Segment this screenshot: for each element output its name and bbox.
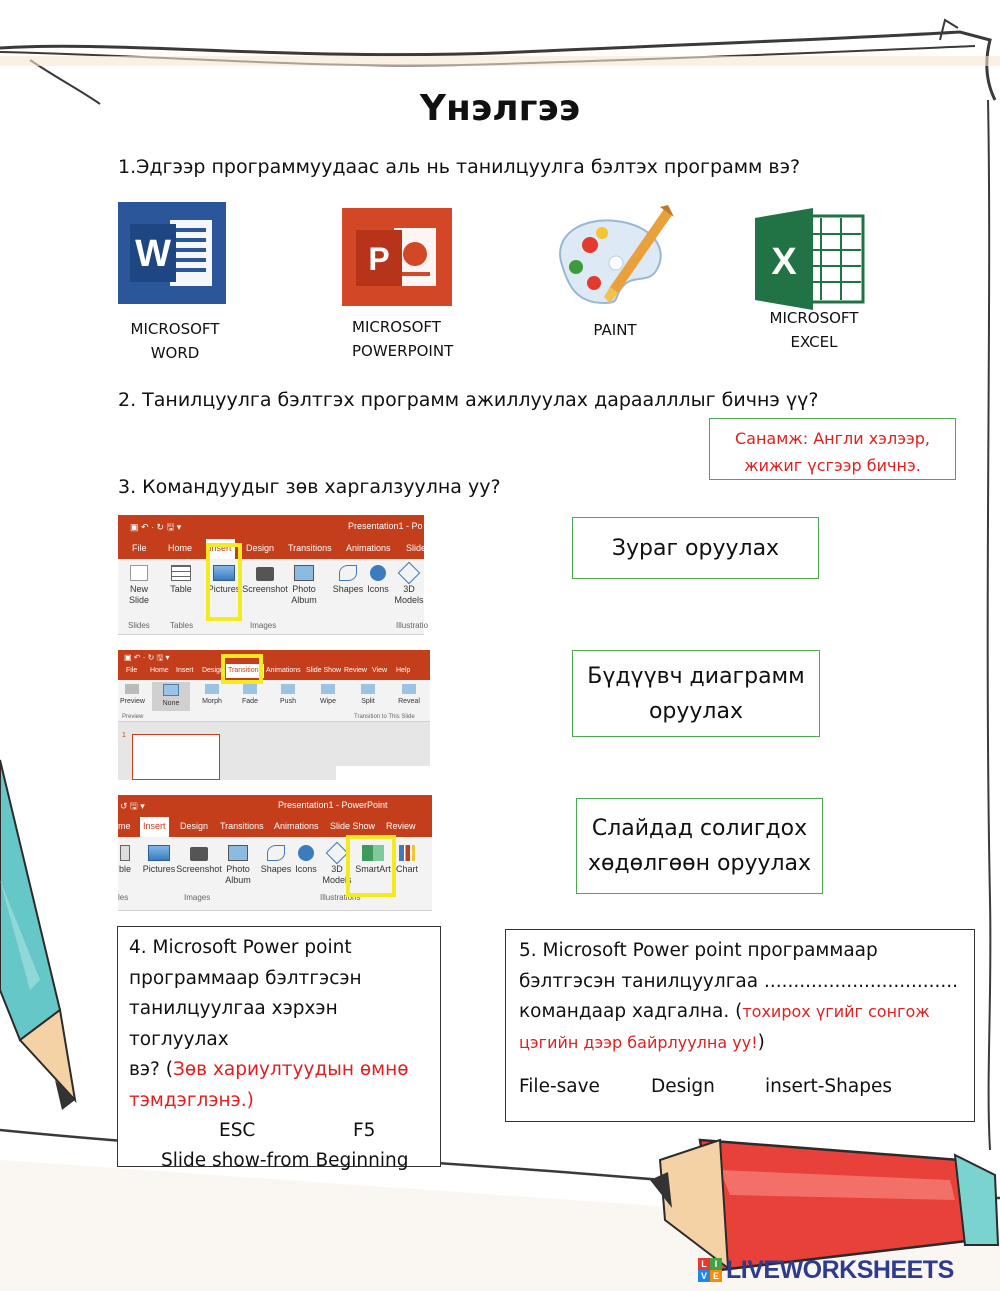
hint-note-line1: Санамж: Англи хэлээр, [734, 429, 930, 448]
transition-split[interactable]: Split [354, 684, 382, 707]
screenshot2-titlebar: ▣ ↶ · ↻ 🖫 ▾ [118, 650, 430, 664]
screenshot1-titlebar: ▣ ↶ · ↻ 🖫 ▾ Presentation1 - Po [118, 515, 424, 537]
shapes-button[interactable]: Shapes [332, 565, 364, 595]
screenshot-insert-pictures[interactable] [118, 515, 429, 635]
transition-fade[interactable]: Fade [236, 684, 264, 707]
group-transition-to-slide: Transition to This Slide [354, 714, 415, 720]
option-file-save[interactable]: File-save [519, 1076, 600, 1097]
shapes-button[interactable]: Shapes [260, 845, 292, 875]
group-images: Images [250, 621, 277, 630]
group-preview: Preview [122, 714, 144, 720]
hint-note-box [709, 418, 956, 480]
new-slide-button[interactable]: New Slide [124, 565, 154, 606]
tab-home[interactable]: Home [168, 543, 193, 553]
q4-line2: программаар бэлтгэсэн [129, 967, 362, 989]
screenshot-transitions[interactable] [118, 650, 430, 780]
tab-animations[interactable]: Animations [274, 821, 319, 831]
tab-insert[interactable]: Insert [140, 817, 169, 837]
transition-none[interactable]: None [152, 682, 190, 711]
slide-thumbnail[interactable] [132, 734, 220, 780]
svg-text:P: P [368, 241, 390, 277]
tab-file[interactable]: File [132, 543, 147, 553]
q5-line3-prefix: командаар хадгална. ( [519, 1001, 743, 1022]
table-button[interactable]: Table [166, 565, 196, 595]
tab-home[interactable]: Home [150, 667, 169, 674]
word-icon[interactable] [118, 202, 226, 304]
screenshot-insert-smartart[interactable] [118, 795, 432, 911]
tab-slideshow[interactable]: Slide Show [306, 667, 342, 674]
tab-review[interactable]: Review [386, 821, 416, 831]
photo-album-button[interactable]: Photo Album [222, 845, 254, 886]
tab-slideshow[interactable]: Slide Show [330, 821, 376, 831]
tab-review[interactable]: Review [344, 667, 367, 674]
tab-design[interactable]: Design [202, 667, 224, 674]
svg-text:X: X [771, 241, 797, 283]
match-answer-insert-picture[interactable]: Зураг оруулах [572, 517, 819, 579]
q5-instruction-end: цэгийн дээр байрлуулна уу! [519, 1032, 758, 1052]
tab-animations[interactable]: Animations [266, 667, 301, 674]
screenshot2-ribbon [118, 680, 430, 722]
q4-line3: танилцуулгаа хэрхэн тоглуулах [129, 998, 338, 1050]
tab-help[interactable]: Help [396, 667, 411, 674]
question-5-box [505, 929, 975, 1122]
tab-design[interactable]: Design [246, 543, 275, 553]
excel-icon[interactable] [755, 208, 865, 310]
liveworksheets-watermark[interactable] [698, 1256, 996, 1286]
match-answer-insert-smartart[interactable]: Бүдүүвч диаграмм оруулах [572, 650, 820, 737]
powerpoint-label: MICROSOFT POWERPOINT [352, 318, 454, 360]
tab-animations[interactable]: Animations [346, 543, 391, 553]
icons-button[interactable]: Icons [364, 565, 392, 595]
powerpoint-icon[interactable] [342, 208, 452, 306]
q4-line4-prefix: вэ? ( [129, 1059, 173, 1080]
paint-label: PAINT [593, 321, 637, 339]
tab-slideshow[interactable]: Slide [406, 543, 427, 553]
q5-line4-suffix: ) [757, 1031, 765, 1053]
highlight-smartart [346, 835, 396, 897]
tab-file[interactable]: File [126, 667, 138, 674]
option-slideshow-from-beginning[interactable]: Slide show-from Beginning [161, 1150, 409, 1171]
group-tables: Tables [170, 621, 194, 630]
screenshot2-tabs [118, 664, 430, 680]
transition-reveal[interactable]: Reveal [394, 684, 424, 707]
group-illustrations: Illustrations [320, 893, 361, 902]
tab-transitions[interactable]: Transitions [226, 664, 264, 678]
screenshot-button[interactable]: Screenshot [176, 845, 222, 875]
q5-instruction: тохирох үгийг сонгож [742, 1002, 930, 1021]
q5-line1: 5. Microsoft Power point программаар [519, 940, 878, 961]
group-images: Images [184, 893, 211, 902]
option-f5[interactable]: F5 [353, 1120, 376, 1141]
photo-album-button[interactable]: Photo Album [288, 565, 320, 606]
transition-push[interactable]: Push [274, 684, 302, 707]
hint-note-line2: жижиг үсгээр бичнэ. [744, 456, 921, 475]
option-design[interactable]: Design [651, 1076, 715, 1097]
word-label: MICROSOFT WORD [130, 320, 220, 362]
option-esc[interactable]: ESC [219, 1120, 256, 1141]
tab-insert[interactable]: Insert [176, 667, 194, 674]
screenshot1-title: Presentation1 - Po [348, 521, 423, 531]
q4-instruction: Зөв хариултуудын өмнө [172, 1059, 409, 1080]
transition-morph[interactable]: Morph [198, 684, 226, 707]
highlight-transitions [221, 654, 263, 684]
tab-transitions[interactable]: Transitions [288, 543, 332, 553]
tab-design[interactable]: Design [180, 821, 209, 831]
pictures-button[interactable]: Pictures [142, 845, 176, 875]
screenshot3-tabs [118, 815, 432, 837]
slide-number: 1 [122, 732, 126, 739]
screenshot3-title: Presentation1 - PowerPoint [278, 800, 388, 810]
table-button[interactable]: ble [118, 845, 132, 875]
group-illustrations: Illustratio [396, 621, 429, 630]
pictures-button[interactable]: Pictures [206, 565, 242, 595]
question-2-text: 2. Танилцуулга бэлтгэх программ ажиллуулах дараалллыг бичнэ үү? [118, 389, 819, 411]
group-slides: Slides [128, 621, 150, 630]
question-3-text: 3. Командуудыг зөв харгалзуулна уу? [118, 476, 501, 498]
transition-wipe[interactable]: Wipe [314, 684, 342, 707]
smartart-button[interactable]: SmartArt [354, 845, 392, 875]
screenshot1-tabs [118, 537, 427, 559]
highlight-pictures [206, 543, 242, 621]
screenshot2-slide-pane [118, 722, 430, 780]
q4-instruction-end: тэмдэглэнэ.) [129, 1089, 254, 1111]
match-answer-slide-transition[interactable]: Слайдад солигдох хөдөлгөөн оруулах [576, 798, 823, 894]
option-insert-shapes[interactable]: insert-Shapes [765, 1076, 892, 1097]
question-1-text: 1.Эдгээр программуудаас аль нь танилцуулга бэлтэх программ вэ? [118, 156, 801, 178]
tab-transitions[interactable]: Transitions [220, 821, 264, 831]
preview-button[interactable]: Preview [120, 684, 144, 707]
liveworksheets-text: LIVEWORKSHEETS [726, 1256, 954, 1284]
excel-label: MICROSOFT EXCEL [769, 309, 859, 351]
question-4-box [117, 926, 441, 1171]
screenshot-button[interactable]: Screenshot [242, 565, 288, 595]
svg-text:W: W [135, 233, 171, 275]
group-tables: les [118, 893, 129, 902]
paint-palette-icon[interactable] [552, 205, 680, 307]
page-title: Үнэлгээ [419, 88, 581, 129]
liveworksheets-badge-icon: L I V E [698, 1258, 722, 1282]
tab-insert[interactable]: Insert [206, 539, 235, 559]
3d-models-button[interactable]: 3D Models [322, 845, 352, 886]
chart-button[interactable]: Chart [394, 845, 420, 875]
q4-line1: 4. Microsoft Power point [129, 937, 352, 958]
q5-line2: бэлтгэсэн танилцуулгаа ................................. [519, 970, 959, 992]
tab-view[interactable]: View [372, 667, 388, 674]
tab-home[interactable]: me [118, 821, 131, 831]
icons-button[interactable]: Icons [292, 845, 320, 875]
screenshot1-ribbon [118, 559, 429, 635]
screenshot3-titlebar: ↺ 🖫 ▾ Presentation1 - PowerPoint [118, 795, 432, 815]
3d-models-button[interactable]: 3D Models [394, 565, 424, 606]
